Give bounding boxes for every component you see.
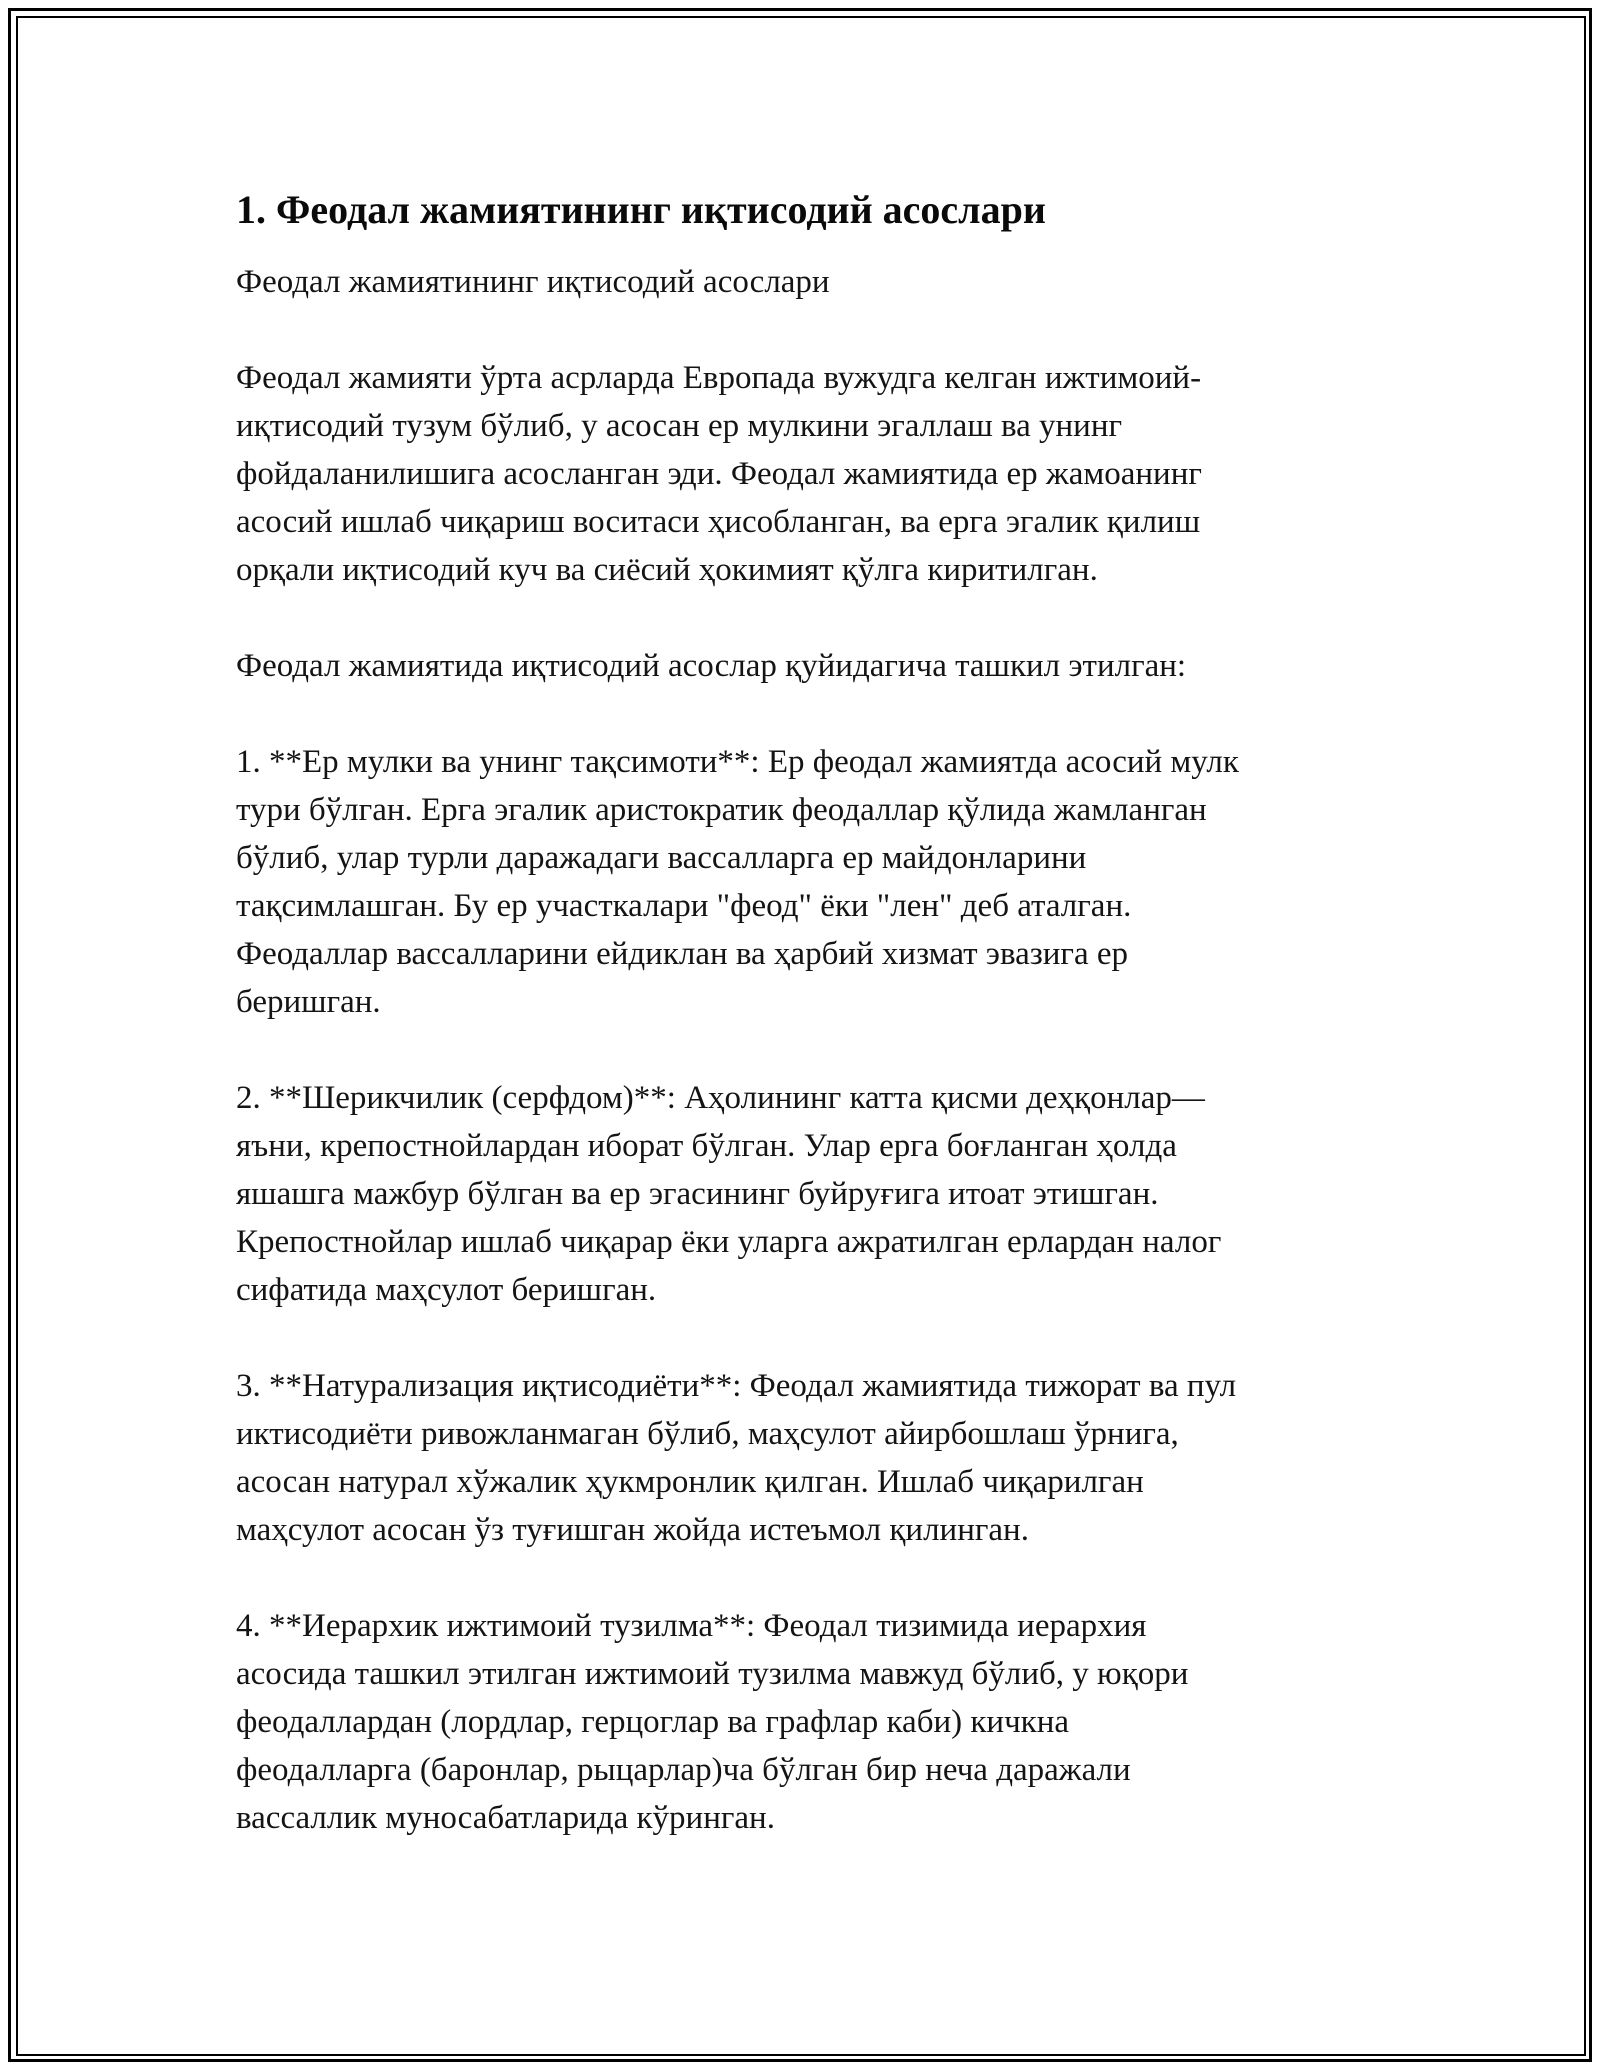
intro-paragraph: Феодал жамияти ўрта асрларда Европада вужудга келган ижтимоий- иқтисодий тузум бўлиб, у асосан ер мулкини эгаллаш ва унинг фойдаланилишига асосланган эди. Феодал жамиятида ер жамоанинг асосий ишлаб чиқариш воситаси ҳисобланган, ва ерга эгалик қилиш орқали иқтисодий куч ва сиёсий ҳокимият қўлга киритилган. bbox=[236, 360, 1202, 588]
list-item-natural-economy: 3. **Натурализация иқтисодиёти**: Феодал жамиятида тижорат ва пул иктисодиёти ривожланмаган бўлиб, маҳсулот айирбошлаш ўрнига, асосан натурал хўжалик ҳукмронлик қилган. Ишлаб чиқарилган маҳсулот асосан ўз туғишган жойда истеъмол қилинган. bbox=[236, 1368, 1237, 1548]
document-heading: 1. Феодал жамиятининг иқтисодий асослари bbox=[236, 187, 1046, 232]
list-item-serfdom: 2. **Шерикчилик (серфдом)**: Аҳолининг катта қисми деҳқонлар— яъни, крепостнойлардан иборат бўлган. Улар ерга боғланган ҳолда яшашга мажбур бўлган ва ер эгасининг буйруғига итоат этишган. Крепостнойлар ишлаб чиқарар ёки уларга ажратилган ерлардан налог сифатида маҳсулот беришган. bbox=[236, 1080, 1222, 1308]
list-item-land-ownership: 1. **Ер мулки ва унинг тақсимоти**: Ер феодал жамиятда асосий мулк тури бўлган. Ерга эгалик аристократик феодаллар қўлида жамланган бўлиб, улар турли даражадаги вассалларга ер майдонларини тақсимлашган. Бу ер участкалари "феод" ёки "лен" деб аталган. Феодаллар вассалларини ейдиклан ва ҳарбий хизмат эвазига ер беришган. bbox=[236, 744, 1239, 1020]
list-item-hierarchy: 4. **Иерархик ижтимоий тузилма**: Феодал тизимида иерархия асосида ташкил этилган ижтимоий тузилма мавжуд бўлиб, у юқори феодаллардан (лордлар, герцоглар ва графлар каби) кичкна феодалларга (баронлар, рыцарлар)ча бўлган бир неча даражали вассаллик муносабатларида кўринган. bbox=[236, 1608, 1189, 1836]
lead-in-paragraph: Феодал жамиятида иқтисодий асослар қуйидагича ташкил этилган: bbox=[236, 648, 1187, 684]
document-body bbox=[236, 182, 1376, 1842]
document-subtitle: Феодал жамиятининг иқтисодий асослари bbox=[236, 264, 830, 300]
